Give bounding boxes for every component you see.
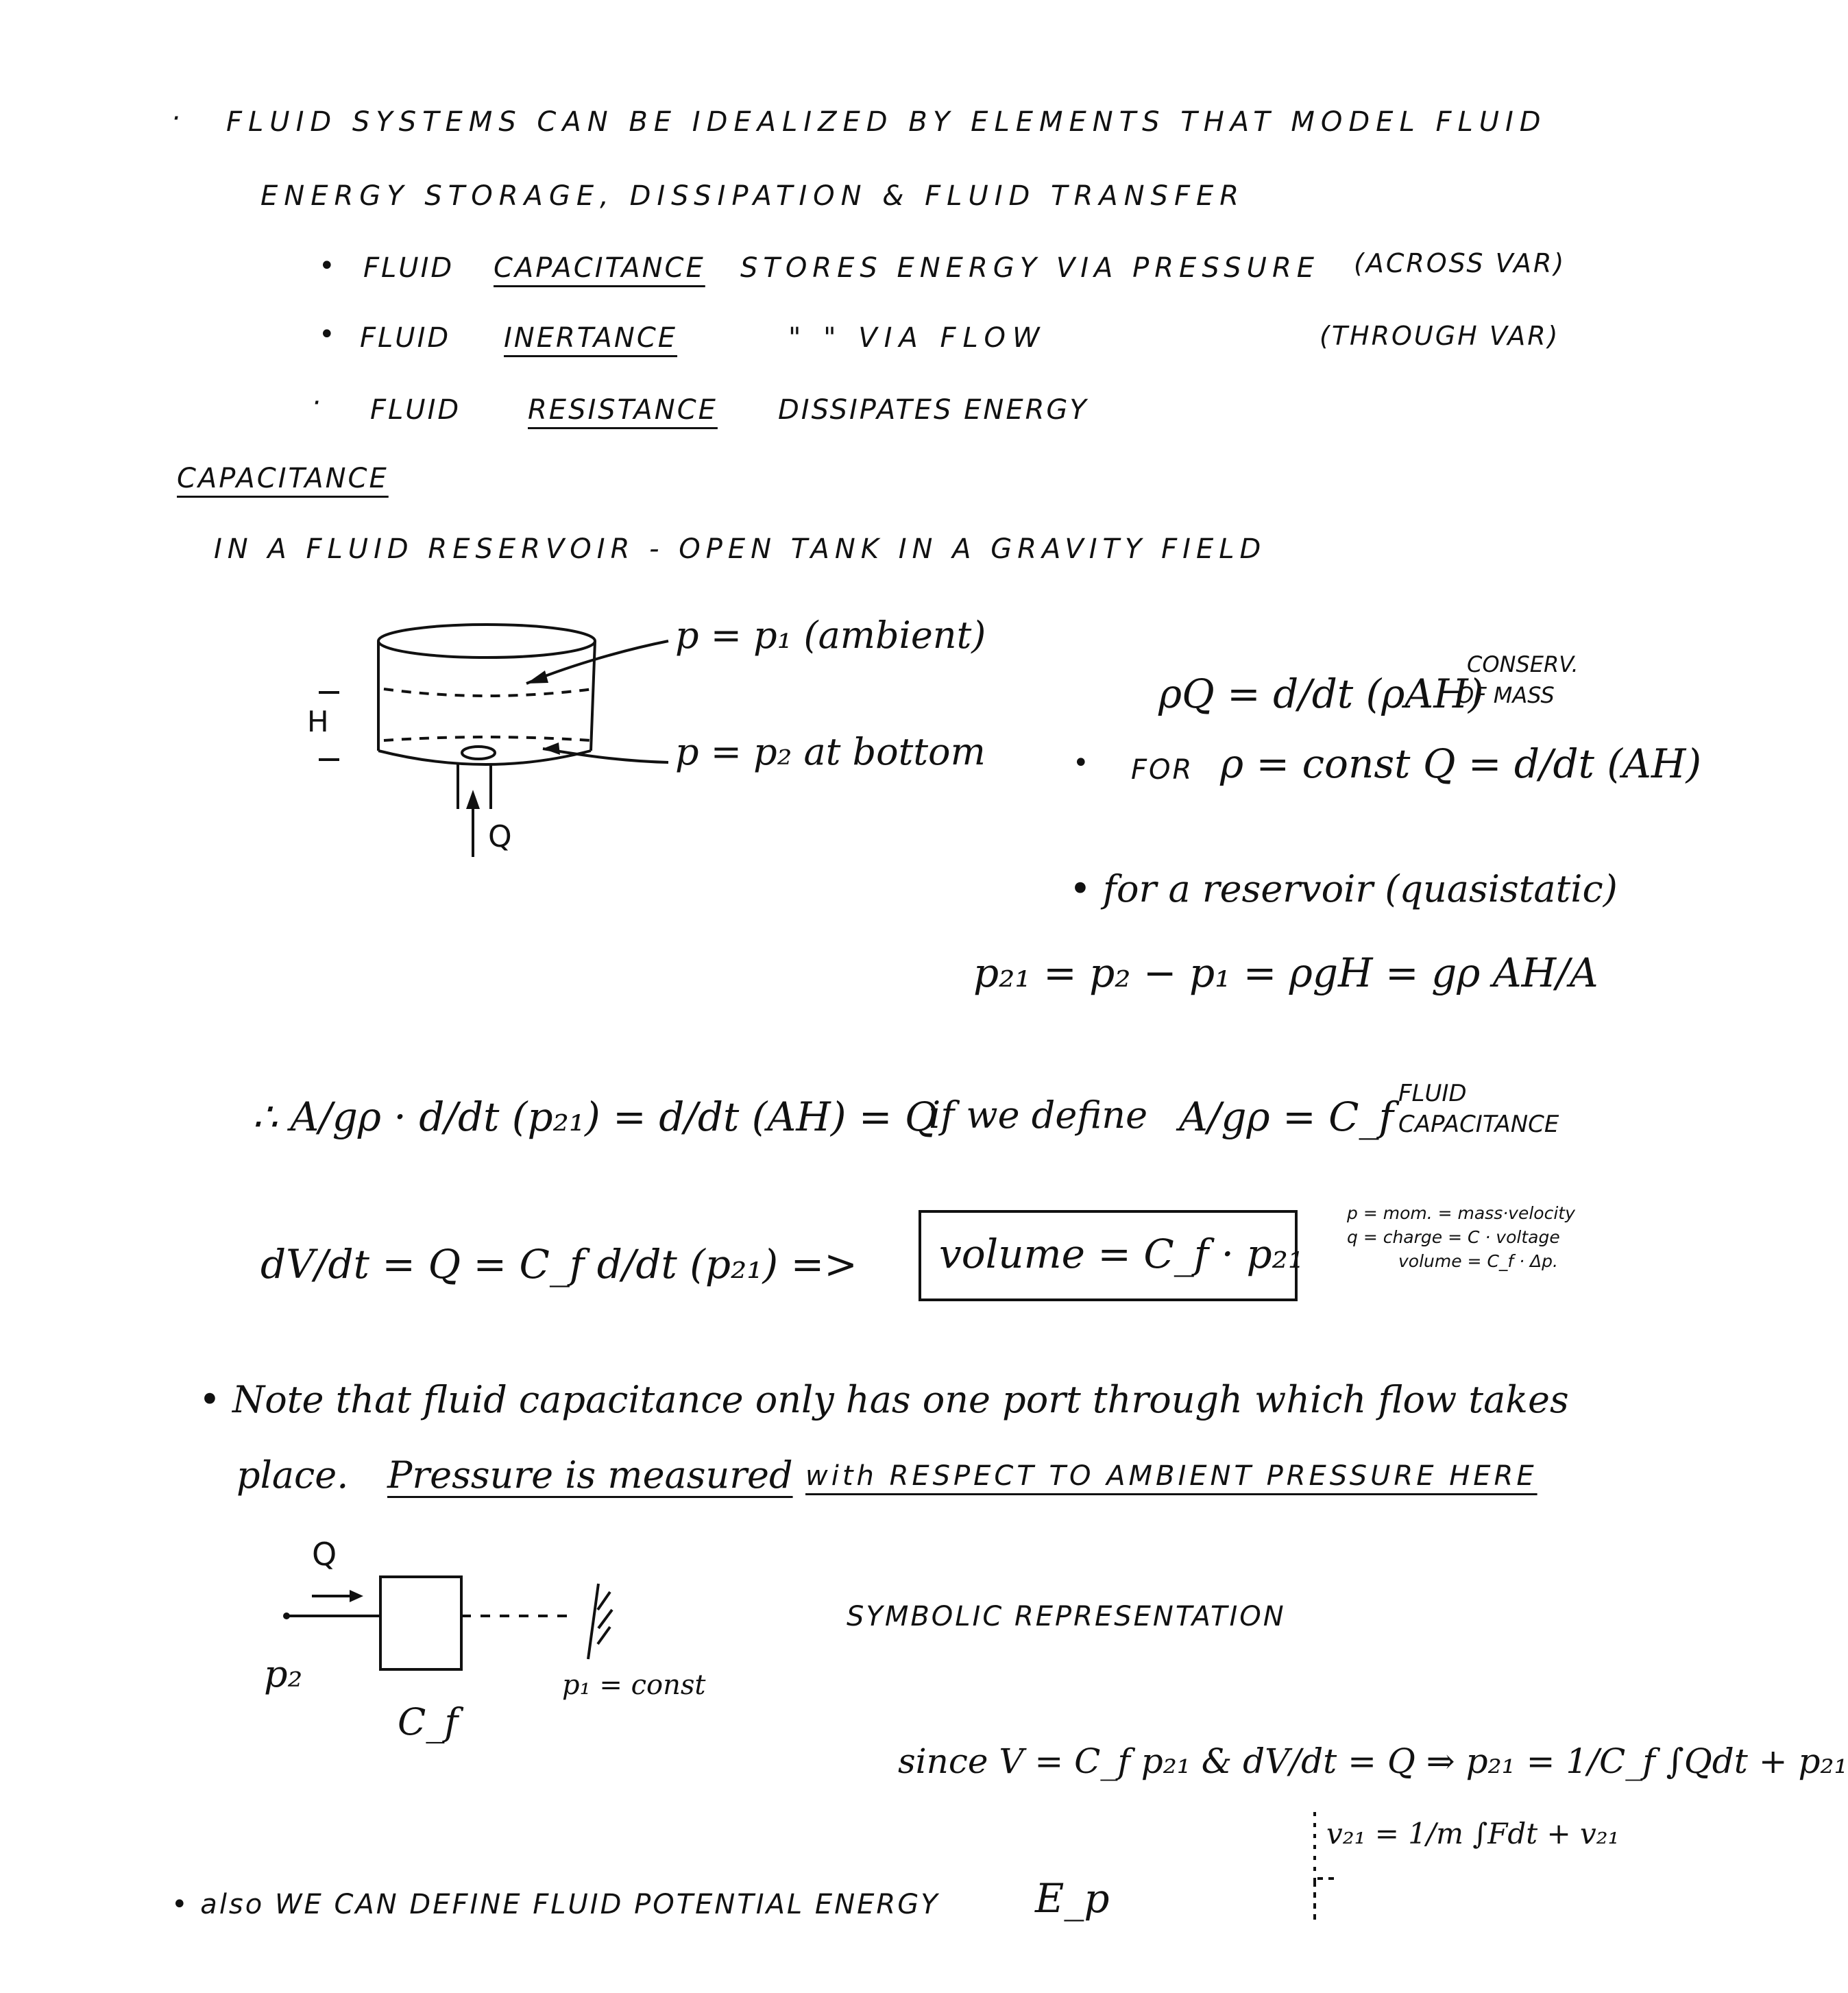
element-inertance-text: " " VIA FLOW [788,322,1047,354]
tank-h-label: H [307,705,329,738]
symbolic-q-label: Q [312,1536,337,1573]
element-resistance-term: RESISTANCE [528,394,718,426]
capacitance-subtitle: IN A FLUID RESERVOIR - OPEN TANK IN A GRAVITY FIELD [214,533,1267,565]
bullet-dot: · [171,103,182,134]
element-inertance-note: (THROUGH VAR) [1320,321,1560,351]
element-inertance-term: INERTANCE [504,322,678,354]
note-line-2-underlined-b: with RESPECT TO AMBIENT PRESSURE HERE [805,1460,1537,1492]
element-capacitance-prefix: FLUID [363,252,454,284]
symbolic-label: SYMBOLIC REPRESENTATION [847,1601,1286,1632]
const-prefix: FOR [1131,754,1194,786]
element-capacitance-note: (ACROSS VAR) [1354,248,1566,278]
footer-symbol: E_p [1035,1875,1110,1922]
note-line-2-prefix: place. [236,1453,349,1497]
define-prefix: if we define [929,1094,1148,1137]
bullet-inertance: • [319,319,337,350]
symbolic-p2-label: p₂ [264,1652,303,1695]
note-line-2-underlined-a: Pressure is measured [387,1453,793,1497]
capacitance-heading: CAPACITANCE [177,463,389,494]
footer-line: • also WE CAN DEFINE FLUID POTENTIAL ENERGY [171,1889,940,1920]
element-resistance-text: DISSIPATES ENERGY [778,394,1089,426]
pressure-eq: p₂₁ = p₂ − p₁ = ρgH = gρ AH/A [973,950,1598,996]
mass-conservation-eq: ρQ = d/dt (ρAH) [1158,671,1484,717]
dv-dt-eq: dV/dt = Q = C_f d/dt (p₂₁) => [260,1241,858,1288]
analogy-2: q = charge = C · voltage [1347,1227,1560,1247]
intro-line-2: ENERGY STORAGE, DISSIPATION & FLUID TRANSFER [260,180,1245,212]
tank-top-pressure: p = p₁ (ambient) [675,614,986,657]
mass-note-1: CONSERV. [1467,651,1579,677]
tank-bottom-pressure: p = p₂ at bottom [675,730,986,773]
element-inertance-prefix: FLUID [360,322,451,354]
element-capacitance-text: STORES ENERGY VIA PRESSURE [740,252,1320,284]
reservoir-note: • for a reservoir (quasistatic) [1069,867,1618,910]
symbolic-cf-label: C_f [398,1700,459,1743]
therefore-eq: ∴ A/gρ · d/dt (p₂₁) = d/dt (AH) = Q [252,1094,938,1140]
tank-q-label: Q [488,819,512,854]
analogy-3: volume = C_f · Δp. [1398,1251,1558,1271]
bullet-const: • [1073,747,1091,779]
define-eq: A/gρ = C_f [1179,1094,1394,1140]
const-eq: ρ = const Q = d/dt (AH) [1220,740,1702,787]
define-note-2: CAPACITANCE [1398,1111,1559,1138]
symbolic-p1-label: p₁ = const [562,1669,706,1701]
element-resistance-prefix: FLUID [370,394,461,426]
bullet-resistance: · [312,387,323,419]
mass-note-2: OF MASS [1457,682,1555,708]
since-eq: since V = C_f p₂₁ & dV/dt = Q ⇒ p₂₁ = 1/C_f ∫Qdt + p₂₁ [898,1741,1848,1781]
intro-line-1: FLUID SYSTEMS CAN BE IDEALIZED BY ELEMENTS THAT MODEL FLUID [226,106,1547,138]
mechanical-analogy-eq: v₂₁ = 1/m ∫Fdt + v₂₁ [1326,1817,1620,1850]
boxed-equation: volume = C_f · p₂₁ [939,1231,1304,1277]
element-capacitance-term: CAPACITANCE [494,252,705,284]
define-note-1: FLUID [1398,1080,1467,1107]
analogy-1: p = mom. = mass·velocity [1347,1203,1575,1223]
tank-top-rim [378,625,595,657]
note-line-1: • Note that fluid capacitance only has one port through which flow takes [199,1378,1569,1421]
bullet-capacitance: • [319,250,337,282]
